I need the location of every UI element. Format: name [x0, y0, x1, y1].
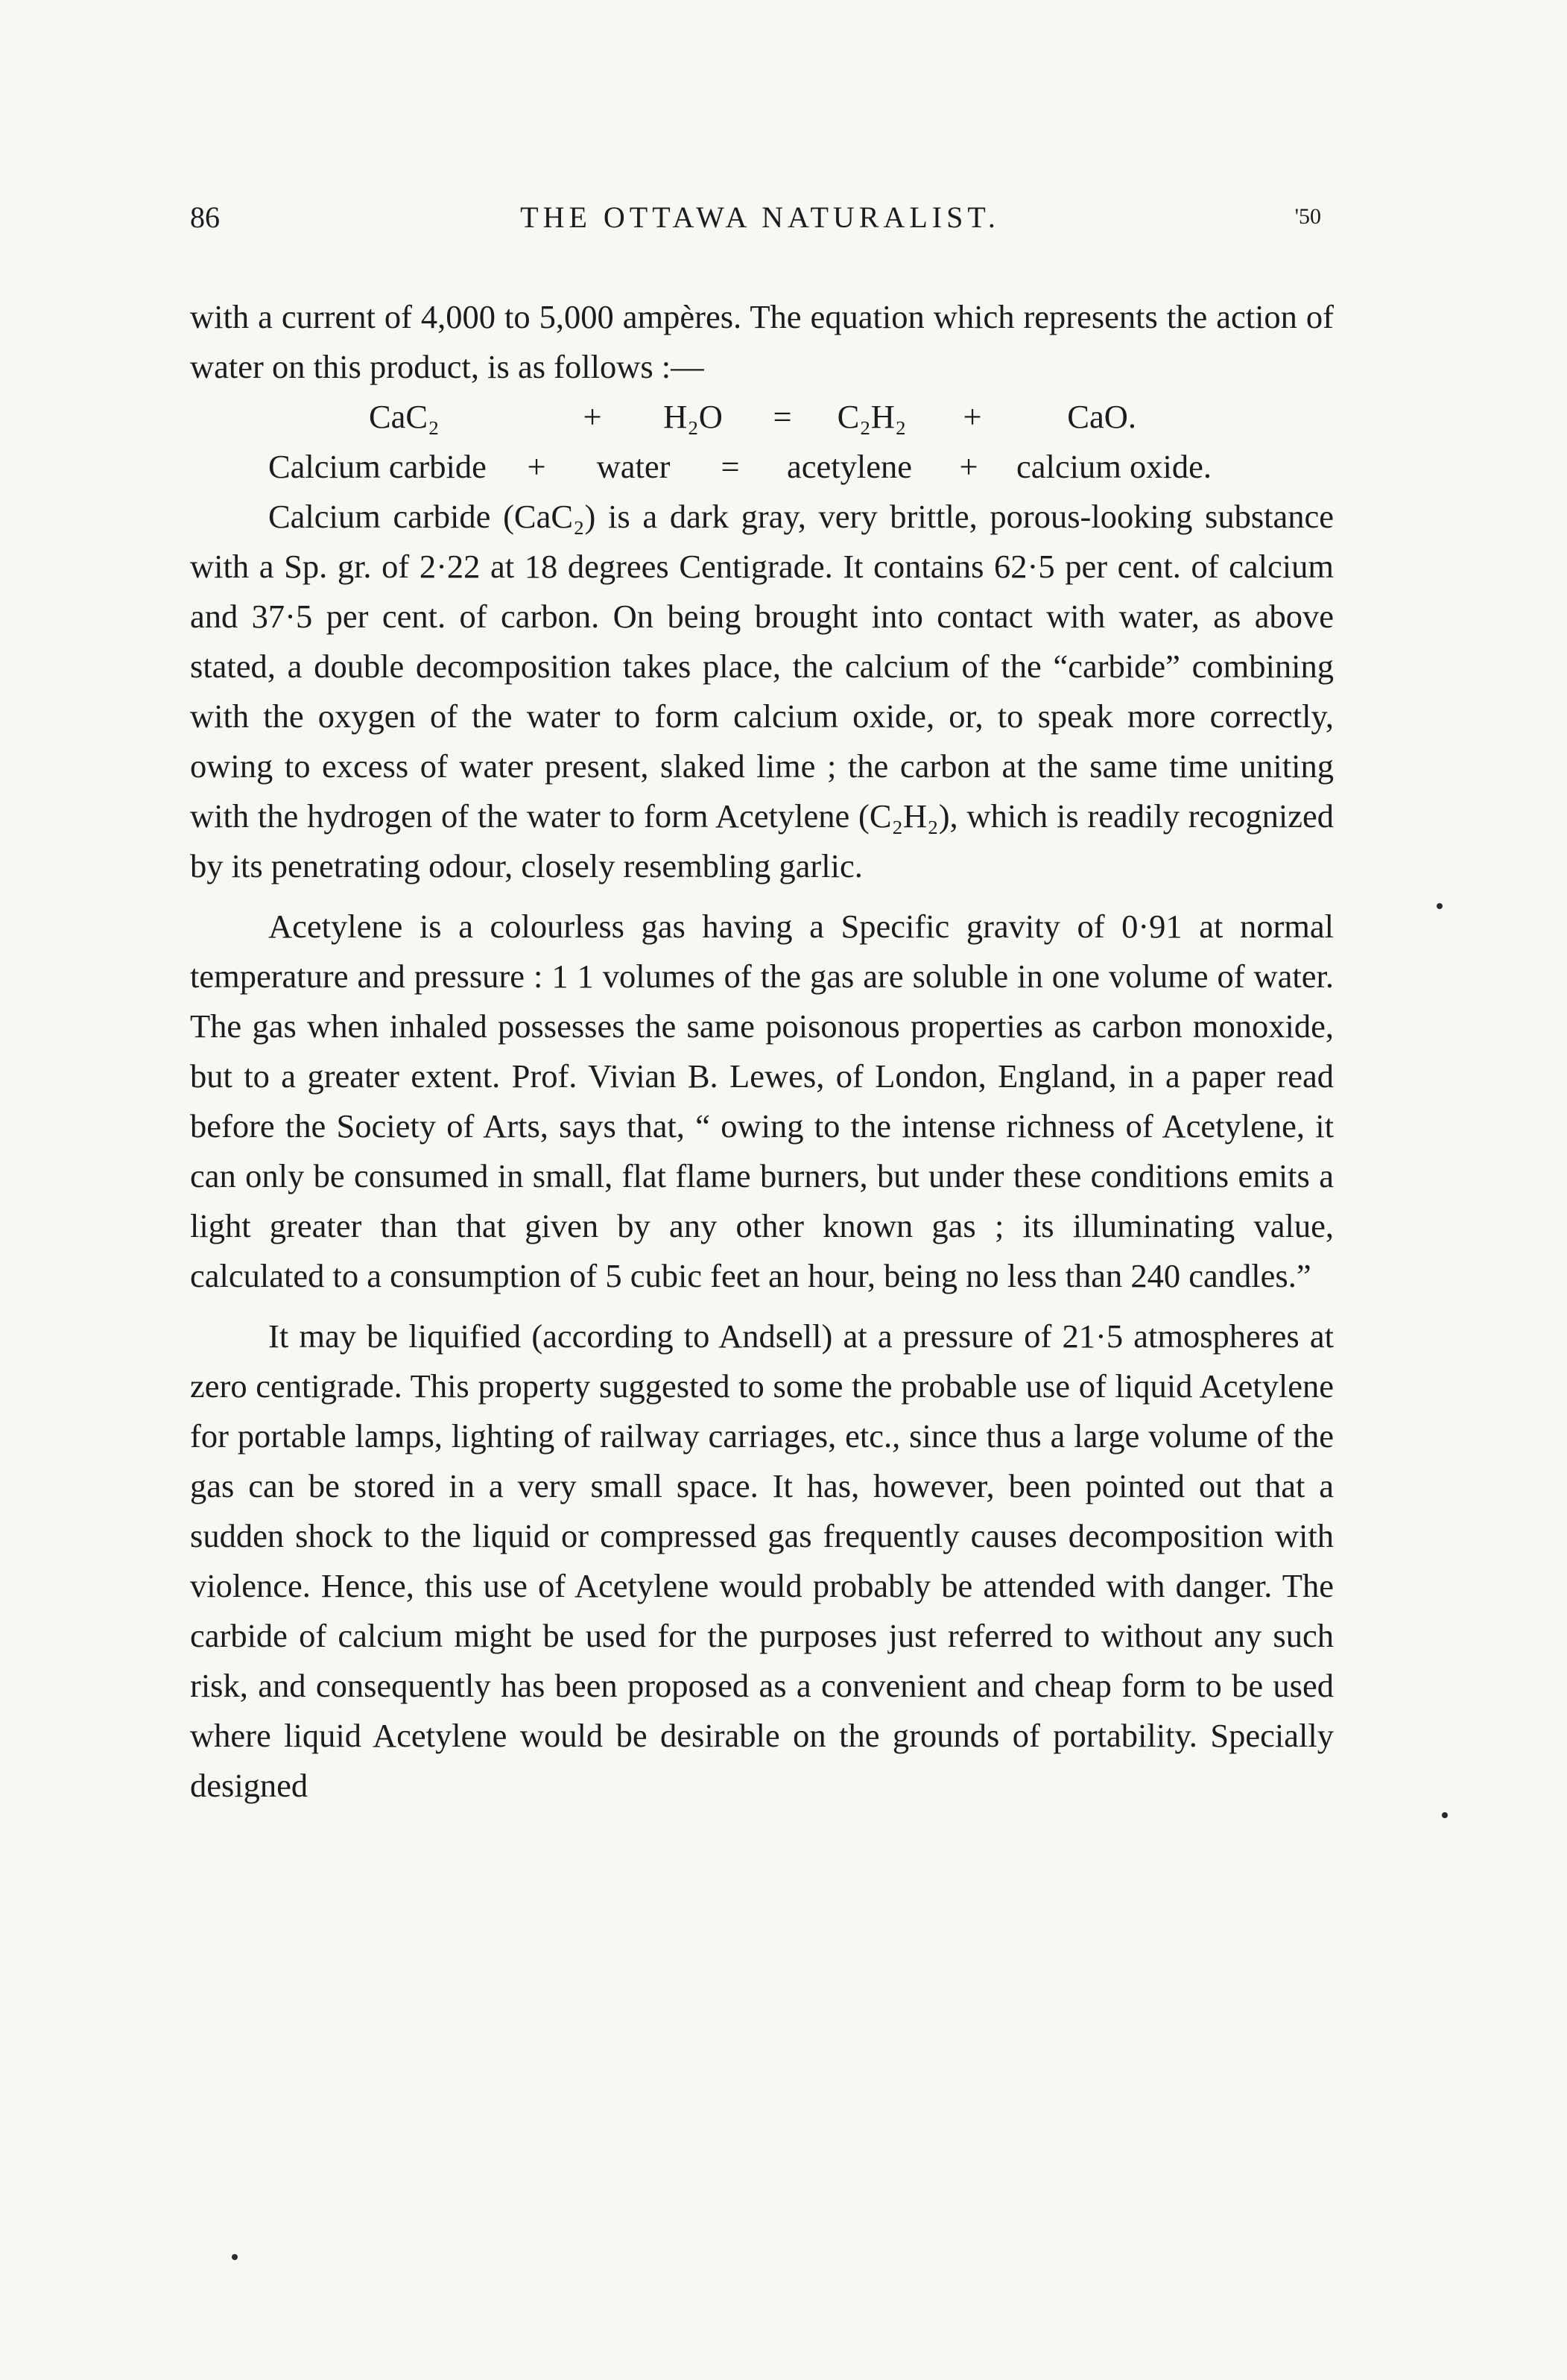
- word-plus-1: +: [527, 448, 546, 485]
- equation-words: [190, 442, 1334, 492]
- word-reactant-1: Calcium carbide: [268, 448, 487, 485]
- margin-speck: [1442, 1812, 1448, 1818]
- margin-speck: [1437, 903, 1443, 909]
- formula-product-2: CaO.: [1067, 398, 1136, 435]
- paragraph-calcium-carbide: Calcium carbide (CaC₂) is a dark gray, very brittle, porous-looking substance with a Sp. gr. of 2·22 at 18 degrees Centigrade. It contains 62·5 per cent. of calcium and 37·5 per cent. of carbon. On being brought into contact with water, as above stated, a double decomposition takes place, the calcium of the “carbide” combining with the oxygen of the water to form calcium oxide, or, to speak more correctly, owing to excess of water present, slaked lime ; the carbon at the same time uniting with the hydrogen of the water to form Acetylene (C₂H₂), which is readily recognized by its penetrating odour, closely resembling garlic.: [190, 498, 1334, 884]
- formula-reactant-2: H₂O: [663, 398, 723, 435]
- word-plus-2: +: [959, 448, 978, 485]
- paragraph-intro: with a current of 4,000 to 5,000 ampères. The equation which represents the action of water on this product, is as follows :—: [190, 298, 1334, 385]
- margin-speck: [232, 2254, 238, 2260]
- paragraph-liquefaction: It may be liquified (according to Andsell) at a pressure of 21·5 atmospheres at zero centigrade. This property suggested to some the probable use of liquid Acetylene for portable lamps, lighting of railway carriages, etc., since thus a large volume of the gas can be stored in a very small space. It has, however, been pointed out that a sudden shock to the liquid or compressed gas frequently causes decomposition with violence. Hence, this use of Acetylene would probably be attended with danger. The carbide of calcium might be used for the purposes just referred to without any such risk, and consequently has been proposed as a convenient and cheap form to be used where liquid Acetylene would be desirable on the grounds of portability. Specially designed: [190, 1317, 1334, 1804]
- equation-formula: [190, 392, 1334, 442]
- running-title: THE OTTAWA NATURALIST.: [520, 200, 1000, 234]
- word-reactant-2: water: [596, 448, 671, 485]
- body-text: [190, 292, 1334, 1811]
- corner-mark: '50: [1294, 204, 1321, 229]
- formula-plus-2: +: [963, 398, 982, 435]
- page-number: 86: [190, 200, 220, 234]
- word-product-2: calcium oxide.: [1016, 448, 1212, 485]
- word-equals: =: [721, 448, 740, 485]
- word-product-1: acetylene: [787, 448, 912, 485]
- paragraph-acetylene-properties: Acetylene is a colourless gas having a Specific gravity of 0·91 at normal temperature and pressure : 1 1 volumes of the gas are soluble in one volume of water. The gas when inhaled possesses the same poisonous properties as carbon monoxide, but to a greater extent. Prof. Vivian B. Lewes, of London, England, in a paper read before the Society of Arts, says that, “ owing to the intense richness of Acetylene, it can only be consumed in small, flat flame burners, but under these conditions emits a light greater than that given by any other known gas ; its illuminating value, calculated to a consumption of 5 cubic feet an hour, being no less than 240 candles.”: [190, 908, 1334, 1294]
- formula-equals: =: [773, 398, 792, 435]
- page-header: [190, 200, 1330, 244]
- formula-reactant-1: CaC₂: [369, 398, 440, 435]
- formula-product-1: C₂H₂: [837, 398, 907, 435]
- formula-plus-1: +: [583, 398, 602, 435]
